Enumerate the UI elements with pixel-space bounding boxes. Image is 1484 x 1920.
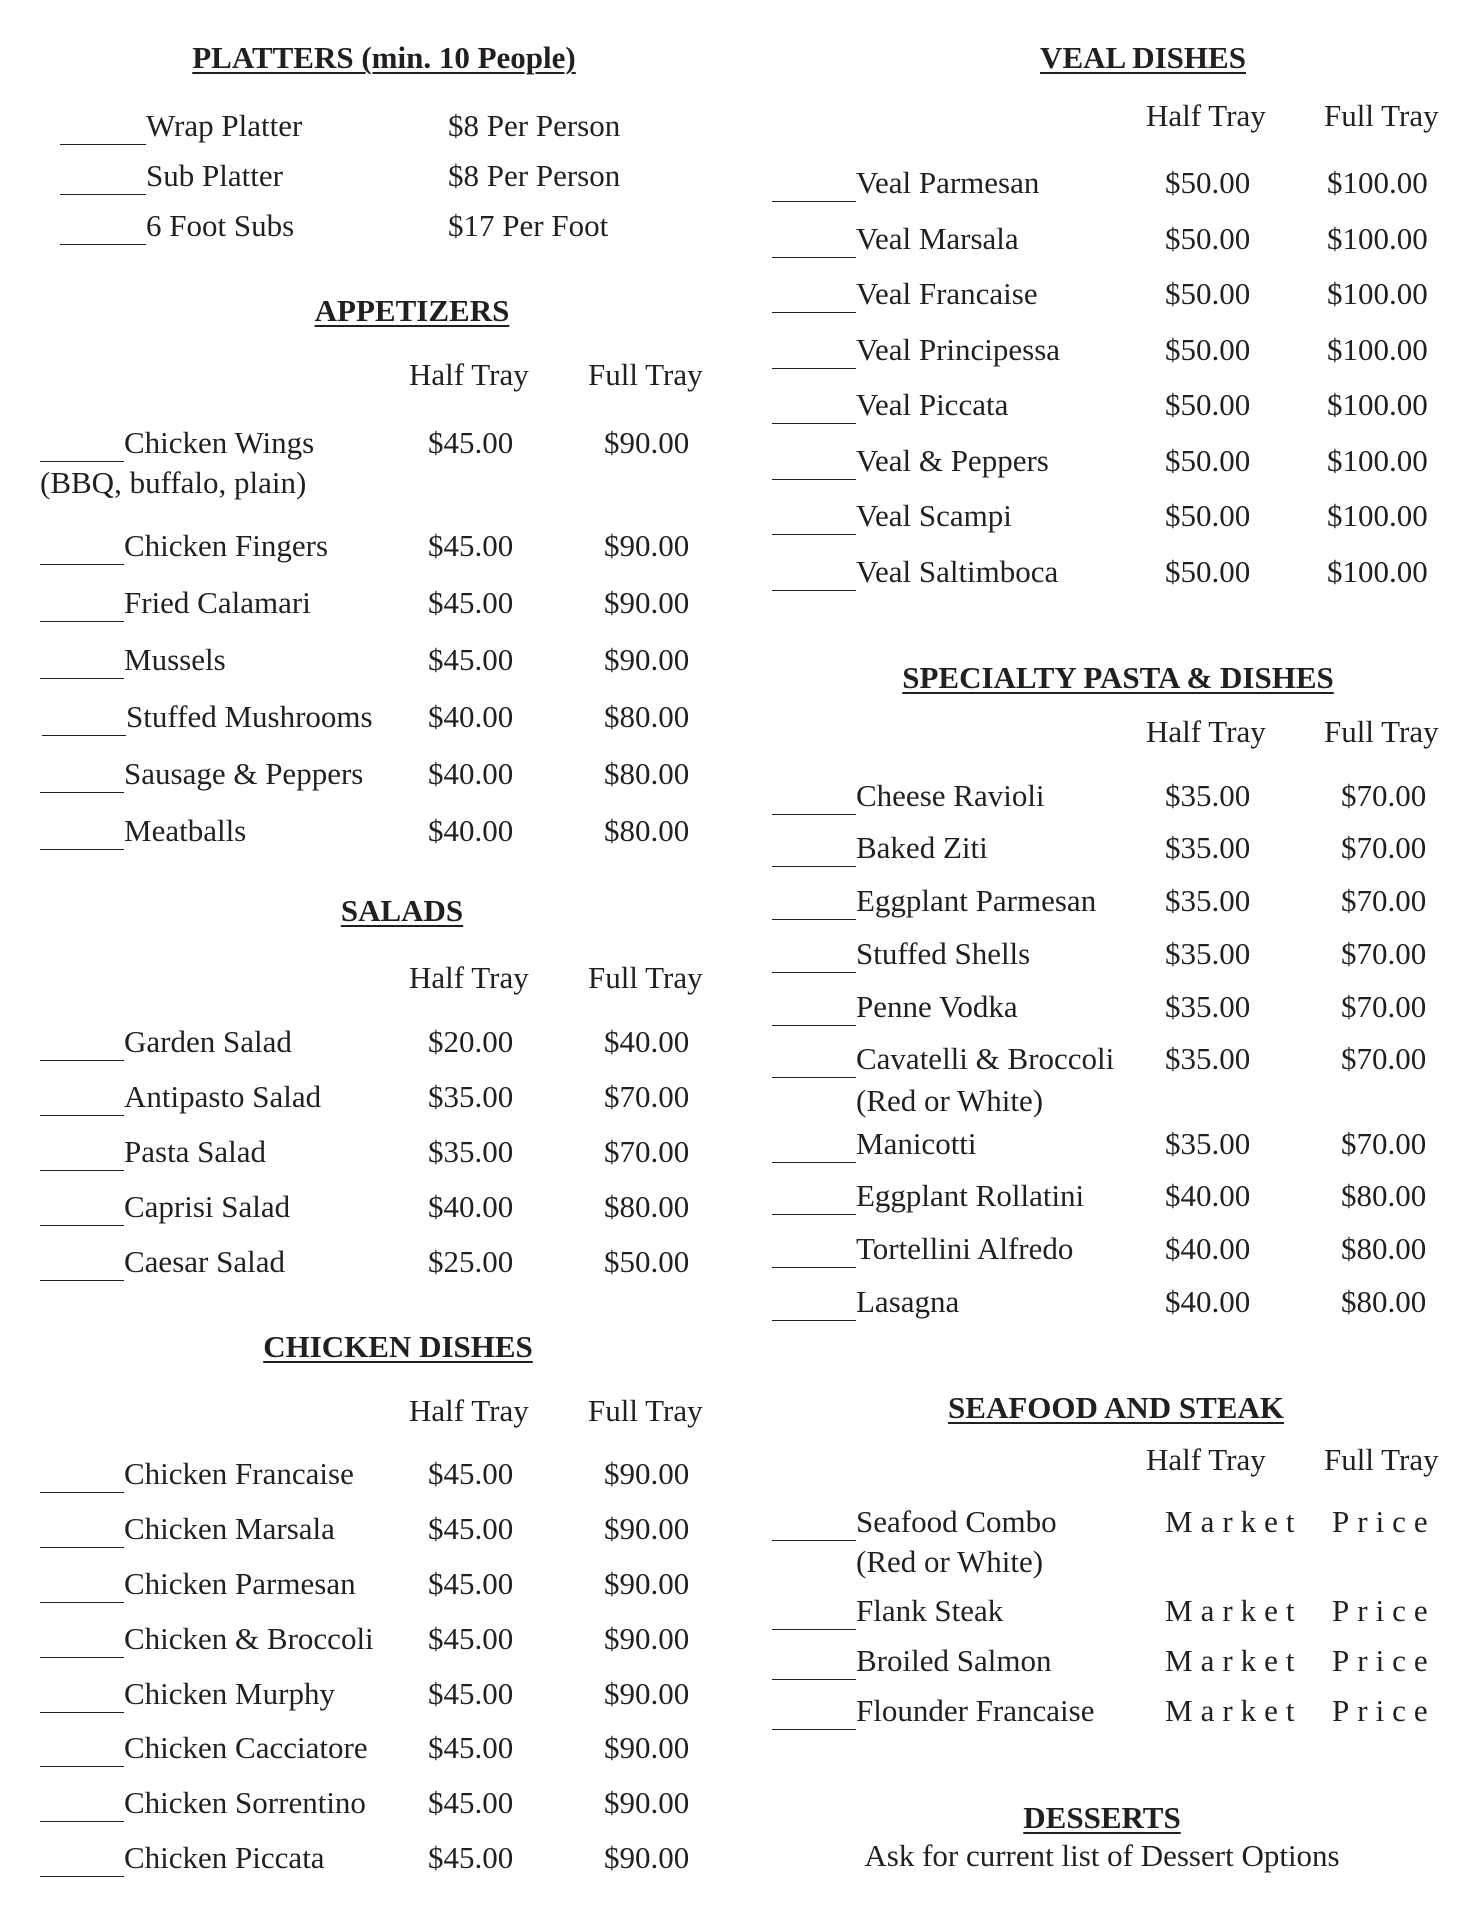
quantity-blank[interactable] xyxy=(772,1077,856,1078)
list-item xyxy=(742,443,1484,483)
half-tray-price: $35.00 xyxy=(1165,830,1251,865)
half-tray-price: $35.00 xyxy=(1165,778,1251,813)
half-tray-price: $35.00 xyxy=(1165,1041,1251,1076)
item-name: Cavatelli & Broccoli xyxy=(856,1041,1115,1076)
list-item xyxy=(742,332,1484,372)
full-tray-price: $70.00 xyxy=(604,1134,690,1169)
half-tray-header: Half Tray xyxy=(1146,98,1266,133)
full-tray-price: $70.00 xyxy=(1341,1041,1427,1076)
item-name: Chicken Wings xyxy=(124,425,315,460)
item-name: Sub Platter xyxy=(146,158,283,193)
quantity-blank[interactable] xyxy=(772,1162,856,1163)
item-name: Veal Saltimboca xyxy=(856,554,1059,589)
item-name: Flounder Francaise xyxy=(856,1693,1095,1728)
item-name: Chicken Fingers xyxy=(124,528,329,563)
full-tray-price: $80.00 xyxy=(604,1189,690,1224)
list-item xyxy=(0,642,742,682)
price-word: Price xyxy=(1332,1593,1436,1628)
quantity-blank[interactable] xyxy=(40,1060,124,1061)
item-price: $8 Per Person xyxy=(448,158,621,193)
full-tray-price: $70.00 xyxy=(1341,989,1427,1024)
full-tray-price: $90.00 xyxy=(604,1566,690,1601)
full-tray-price: $70.00 xyxy=(1341,830,1427,865)
list-item xyxy=(742,778,1484,818)
list-item xyxy=(742,554,1484,594)
half-tray-price: $50.00 xyxy=(1165,332,1251,367)
list-item xyxy=(742,1643,1484,1683)
quantity-blank[interactable] xyxy=(772,1540,856,1541)
full-tray-price: $100.00 xyxy=(1327,332,1428,367)
full-tray-price: $70.00 xyxy=(1341,778,1427,813)
item-name: Chicken Cacciatore xyxy=(124,1730,368,1765)
list-item xyxy=(0,108,742,148)
full-tray-price: $90.00 xyxy=(604,1511,690,1546)
half-tray-price: $45.00 xyxy=(428,1511,514,1546)
half-tray-price: $20.00 xyxy=(428,1024,514,1059)
item-note: (Red or White) xyxy=(856,1083,1044,1118)
full-tray-price: $100.00 xyxy=(1327,443,1428,478)
list-item xyxy=(0,1189,742,1229)
full-tray-header: Full Tray xyxy=(1324,98,1439,133)
item-name: Lasagna xyxy=(856,1284,960,1319)
chicken-title: CHICKEN DISHES xyxy=(263,1329,533,1364)
desserts-note: Ask for current list of Dessert Options xyxy=(864,1838,1340,1873)
quantity-blank[interactable] xyxy=(40,461,124,462)
full-tray-price: $50.00 xyxy=(604,1244,690,1279)
quantity-blank[interactable] xyxy=(772,919,856,920)
quantity-blank[interactable] xyxy=(772,1025,856,1026)
half-tray-price: $50.00 xyxy=(1165,554,1251,589)
half-tray-price: $35.00 xyxy=(428,1134,514,1169)
quantity-blank[interactable] xyxy=(40,792,124,793)
item-name: Chicken Parmesan xyxy=(124,1566,356,1601)
item-name: Veal & Peppers xyxy=(856,443,1049,478)
half-tray-price: $35.00 xyxy=(1165,936,1251,971)
pasta-title: SPECIALTY PASTA & DISHES xyxy=(902,660,1334,695)
quantity-blank[interactable] xyxy=(772,1267,856,1268)
half-tray-header: Half Tray xyxy=(409,1393,529,1428)
half-tray-price: $45.00 xyxy=(428,642,514,677)
list-item xyxy=(0,425,742,500)
quantity-blank[interactable] xyxy=(40,564,124,565)
item-name: Penne Vodka xyxy=(856,989,1018,1024)
list-item xyxy=(742,276,1484,316)
item-price: $8 Per Person xyxy=(448,108,621,143)
half-tray-price: $45.00 xyxy=(428,528,514,563)
list-item xyxy=(742,1178,1484,1218)
item-name: Chicken Francaise xyxy=(124,1456,354,1491)
full-tray-price: $80.00 xyxy=(1341,1231,1427,1266)
quantity-blank[interactable] xyxy=(772,972,856,973)
item-name: Eggplant Parmesan xyxy=(856,883,1097,918)
quantity-blank[interactable] xyxy=(772,814,856,815)
list-item xyxy=(0,699,742,739)
item-name: Chicken Murphy xyxy=(124,1676,335,1711)
item-name: Stuffed Mushrooms xyxy=(126,699,373,734)
full-tray-price: $100.00 xyxy=(1327,165,1428,200)
list-item xyxy=(0,158,742,198)
full-tray-price: $90.00 xyxy=(604,1840,690,1875)
full-tray-header: Full Tray xyxy=(588,357,703,392)
item-name: 6 Foot Subs xyxy=(146,208,295,243)
item-name: Cheese Ravioli xyxy=(856,778,1045,813)
quantity-blank[interactable] xyxy=(40,1821,124,1822)
salads-title: SALADS xyxy=(340,893,464,928)
full-tray-price: $90.00 xyxy=(604,528,690,563)
seafood-title: SEAFOOD AND STEAK xyxy=(948,1390,1284,1425)
item-name: Caprisi Salad xyxy=(124,1189,291,1224)
quantity-blank[interactable] xyxy=(772,1679,856,1680)
half-tray-price: $35.00 xyxy=(1165,989,1251,1024)
list-item xyxy=(742,1593,1484,1633)
item-name: Broiled Salmon xyxy=(856,1643,1052,1678)
full-tray-price: $90.00 xyxy=(604,585,690,620)
item-name: Veal Francaise xyxy=(856,276,1038,311)
half-tray-price: $40.00 xyxy=(428,1189,514,1224)
list-item xyxy=(0,1621,742,1661)
quantity-blank[interactable] xyxy=(772,590,856,591)
veal-title: VEAL DISHES xyxy=(1040,40,1246,75)
quantity-blank[interactable] xyxy=(772,479,856,480)
list-item xyxy=(0,528,742,568)
list-item xyxy=(0,813,742,853)
right-column xyxy=(742,0,1484,1920)
half-tray-price: $40.00 xyxy=(1165,1284,1251,1319)
item-name: Eggplant Rollatini xyxy=(856,1178,1085,1213)
list-item xyxy=(742,1041,1484,1118)
half-tray-header: Half Tray xyxy=(1146,1442,1266,1477)
quantity-blank[interactable] xyxy=(40,1492,124,1493)
list-item xyxy=(742,165,1484,205)
full-tray-price: $70.00 xyxy=(604,1079,690,1114)
market-word: Market xyxy=(1165,1643,1303,1678)
list-item xyxy=(0,756,742,796)
quantity-blank[interactable] xyxy=(40,621,124,622)
full-tray-header: Full Tray xyxy=(1324,714,1439,749)
list-item xyxy=(0,1785,742,1825)
list-item xyxy=(0,1566,742,1606)
item-name: Meatballs xyxy=(124,813,247,848)
item-name: Mussels xyxy=(124,642,226,677)
full-tray-header: Full Tray xyxy=(1324,1442,1439,1477)
full-tray-price: $90.00 xyxy=(604,1785,690,1820)
price-word: Price xyxy=(1332,1643,1436,1678)
quantity-blank[interactable] xyxy=(40,1225,124,1226)
item-name: Chicken Sorrentino xyxy=(124,1785,366,1820)
market-word: Market xyxy=(1165,1693,1303,1728)
half-tray-price: $35.00 xyxy=(1165,1126,1251,1161)
half-tray-price: $35.00 xyxy=(1165,883,1251,918)
list-item xyxy=(742,989,1484,1029)
quantity-blank[interactable] xyxy=(772,423,856,424)
item-name: Baked Ziti xyxy=(856,830,988,865)
full-tray-price: $90.00 xyxy=(604,425,690,460)
item-name: Seafood Combo xyxy=(856,1504,1057,1539)
half-tray-header: Half Tray xyxy=(409,960,529,995)
list-item xyxy=(742,1693,1484,1733)
market-word: Market xyxy=(1165,1593,1303,1628)
item-name: Fried Calamari xyxy=(124,585,311,620)
list-item xyxy=(742,1231,1484,1271)
item-note: (BBQ, buffalo, plain) xyxy=(40,465,307,500)
quantity-blank[interactable] xyxy=(40,1280,124,1281)
quantity-blank[interactable] xyxy=(772,1729,856,1730)
full-tray-price: $80.00 xyxy=(1341,1284,1427,1319)
list-item xyxy=(0,1079,742,1119)
full-tray-price: $100.00 xyxy=(1327,387,1428,422)
quantity-blank[interactable] xyxy=(772,1214,856,1215)
quantity-blank[interactable] xyxy=(772,1629,856,1630)
appetizers-title: APPETIZERS xyxy=(314,293,510,328)
full-tray-price: $90.00 xyxy=(604,1456,690,1491)
quantity-blank[interactable] xyxy=(772,257,856,258)
full-tray-price: $80.00 xyxy=(604,699,690,734)
market-word: Market xyxy=(1165,1504,1303,1539)
half-tray-price: $45.00 xyxy=(428,1621,514,1656)
half-tray-price: $45.00 xyxy=(428,1840,514,1875)
list-item xyxy=(0,1244,742,1284)
price-word: Price xyxy=(1332,1693,1436,1728)
item-name: Veal Scampi xyxy=(856,498,1012,533)
quantity-blank[interactable] xyxy=(60,194,146,195)
list-item xyxy=(0,1730,742,1770)
full-tray-price: $70.00 xyxy=(1341,936,1427,971)
full-tray-price: $40.00 xyxy=(604,1024,690,1059)
list-item xyxy=(742,1284,1484,1324)
half-tray-price: $45.00 xyxy=(428,1566,514,1601)
list-item xyxy=(0,1456,742,1496)
half-tray-price: $50.00 xyxy=(1165,165,1251,200)
full-tray-price: $100.00 xyxy=(1327,498,1428,533)
quantity-blank[interactable] xyxy=(40,1170,124,1171)
list-item xyxy=(0,1024,742,1064)
list-item xyxy=(742,498,1484,538)
list-item xyxy=(0,208,742,248)
quantity-blank[interactable] xyxy=(772,201,856,202)
half-tray-price: $45.00 xyxy=(428,1456,514,1491)
half-tray-price: $40.00 xyxy=(428,756,514,791)
list-item xyxy=(0,1511,742,1551)
half-tray-price: $50.00 xyxy=(1165,498,1251,533)
quantity-blank[interactable] xyxy=(772,368,856,369)
half-tray-price: $50.00 xyxy=(1165,387,1251,422)
half-tray-price: $45.00 xyxy=(428,1676,514,1711)
half-tray-price: $25.00 xyxy=(428,1244,514,1279)
half-tray-price: $50.00 xyxy=(1165,276,1251,311)
full-tray-price: $90.00 xyxy=(604,1730,690,1765)
half-tray-price: $45.00 xyxy=(428,1730,514,1765)
half-tray-header: Half Tray xyxy=(409,357,529,392)
quantity-blank[interactable] xyxy=(40,1766,124,1767)
half-tray-price: $50.00 xyxy=(1165,443,1251,478)
item-name: Flank Steak xyxy=(856,1593,1004,1628)
quantity-blank[interactable] xyxy=(772,312,856,313)
full-tray-price: $70.00 xyxy=(1341,883,1427,918)
quantity-blank[interactable] xyxy=(40,1602,124,1603)
full-tray-price: $90.00 xyxy=(604,642,690,677)
list-item xyxy=(742,1504,1484,1579)
full-tray-price: $90.00 xyxy=(604,1676,690,1711)
quantity-blank[interactable] xyxy=(40,1547,124,1548)
quantity-blank[interactable] xyxy=(60,144,146,145)
item-note: (Red or White) xyxy=(856,1544,1044,1579)
list-item xyxy=(0,1840,742,1880)
quantity-blank[interactable] xyxy=(40,849,124,850)
price-word: Price xyxy=(1332,1504,1436,1539)
quantity-blank[interactable] xyxy=(40,1712,124,1713)
quantity-blank[interactable] xyxy=(40,1115,124,1116)
half-tray-price: $40.00 xyxy=(1165,1178,1251,1213)
item-name: Pasta Salad xyxy=(124,1134,267,1169)
full-tray-price: $90.00 xyxy=(604,1621,690,1656)
item-name: Chicken & Broccoli xyxy=(124,1621,374,1656)
half-tray-price: $40.00 xyxy=(428,699,514,734)
full-tray-price: $100.00 xyxy=(1327,554,1428,589)
item-name: Chicken Piccata xyxy=(124,1840,325,1875)
item-name: Veal Principessa xyxy=(856,332,1061,367)
half-tray-price: $45.00 xyxy=(428,585,514,620)
item-price: $17 Per Foot xyxy=(448,208,609,243)
quantity-blank[interactable] xyxy=(40,1876,124,1877)
platters-title: PLATTERS (min. 10 People) xyxy=(192,40,576,75)
item-name: Veal Parmesan xyxy=(856,165,1040,200)
full-tray-price: $100.00 xyxy=(1327,276,1428,311)
half-tray-price: $45.00 xyxy=(428,1785,514,1820)
item-name: Veal Piccata xyxy=(856,387,1009,422)
quantity-blank[interactable] xyxy=(772,534,856,535)
quantity-blank[interactable] xyxy=(42,735,126,736)
item-name: Sausage & Peppers xyxy=(124,756,364,791)
item-name: Veal Marsala xyxy=(856,221,1019,256)
item-name: Caesar Salad xyxy=(124,1244,285,1279)
desserts-title: DESSERTS xyxy=(1023,1800,1181,1835)
item-name: Antipasto Salad xyxy=(124,1079,322,1114)
full-tray-price: $80.00 xyxy=(1341,1178,1427,1213)
half-tray-price: $40.00 xyxy=(428,813,514,848)
list-item xyxy=(742,387,1484,427)
full-tray-header: Full Tray xyxy=(588,1393,703,1428)
list-item xyxy=(742,1126,1484,1166)
quantity-blank[interactable] xyxy=(40,1657,124,1658)
item-name: Wrap Platter xyxy=(146,108,303,143)
item-name: Stuffed Shells xyxy=(856,936,1031,971)
half-tray-price: $40.00 xyxy=(1165,1231,1251,1266)
half-tray-price: $45.00 xyxy=(428,425,514,460)
quantity-blank[interactable] xyxy=(40,678,124,679)
list-item xyxy=(742,221,1484,261)
full-tray-header: Full Tray xyxy=(588,960,703,995)
half-tray-header: Half Tray xyxy=(1146,714,1266,749)
item-name: Chicken Marsala xyxy=(124,1511,335,1546)
list-item xyxy=(0,585,742,625)
quantity-blank[interactable] xyxy=(60,244,146,245)
item-name: Manicotti xyxy=(856,1126,977,1161)
item-name: Tortellini Alfredo xyxy=(856,1231,1074,1266)
quantity-blank[interactable] xyxy=(772,866,856,867)
item-name: Garden Salad xyxy=(124,1024,292,1059)
quantity-blank[interactable] xyxy=(772,1320,856,1321)
list-item xyxy=(742,830,1484,870)
list-item xyxy=(742,936,1484,976)
half-tray-price: $35.00 xyxy=(428,1079,514,1114)
full-tray-price: $100.00 xyxy=(1327,221,1428,256)
full-tray-price: $80.00 xyxy=(604,813,690,848)
list-item xyxy=(0,1134,742,1174)
list-item xyxy=(0,1676,742,1716)
full-tray-price: $70.00 xyxy=(1341,1126,1427,1161)
list-item xyxy=(742,883,1484,923)
full-tray-price: $80.00 xyxy=(604,756,690,791)
half-tray-price: $50.00 xyxy=(1165,221,1251,256)
